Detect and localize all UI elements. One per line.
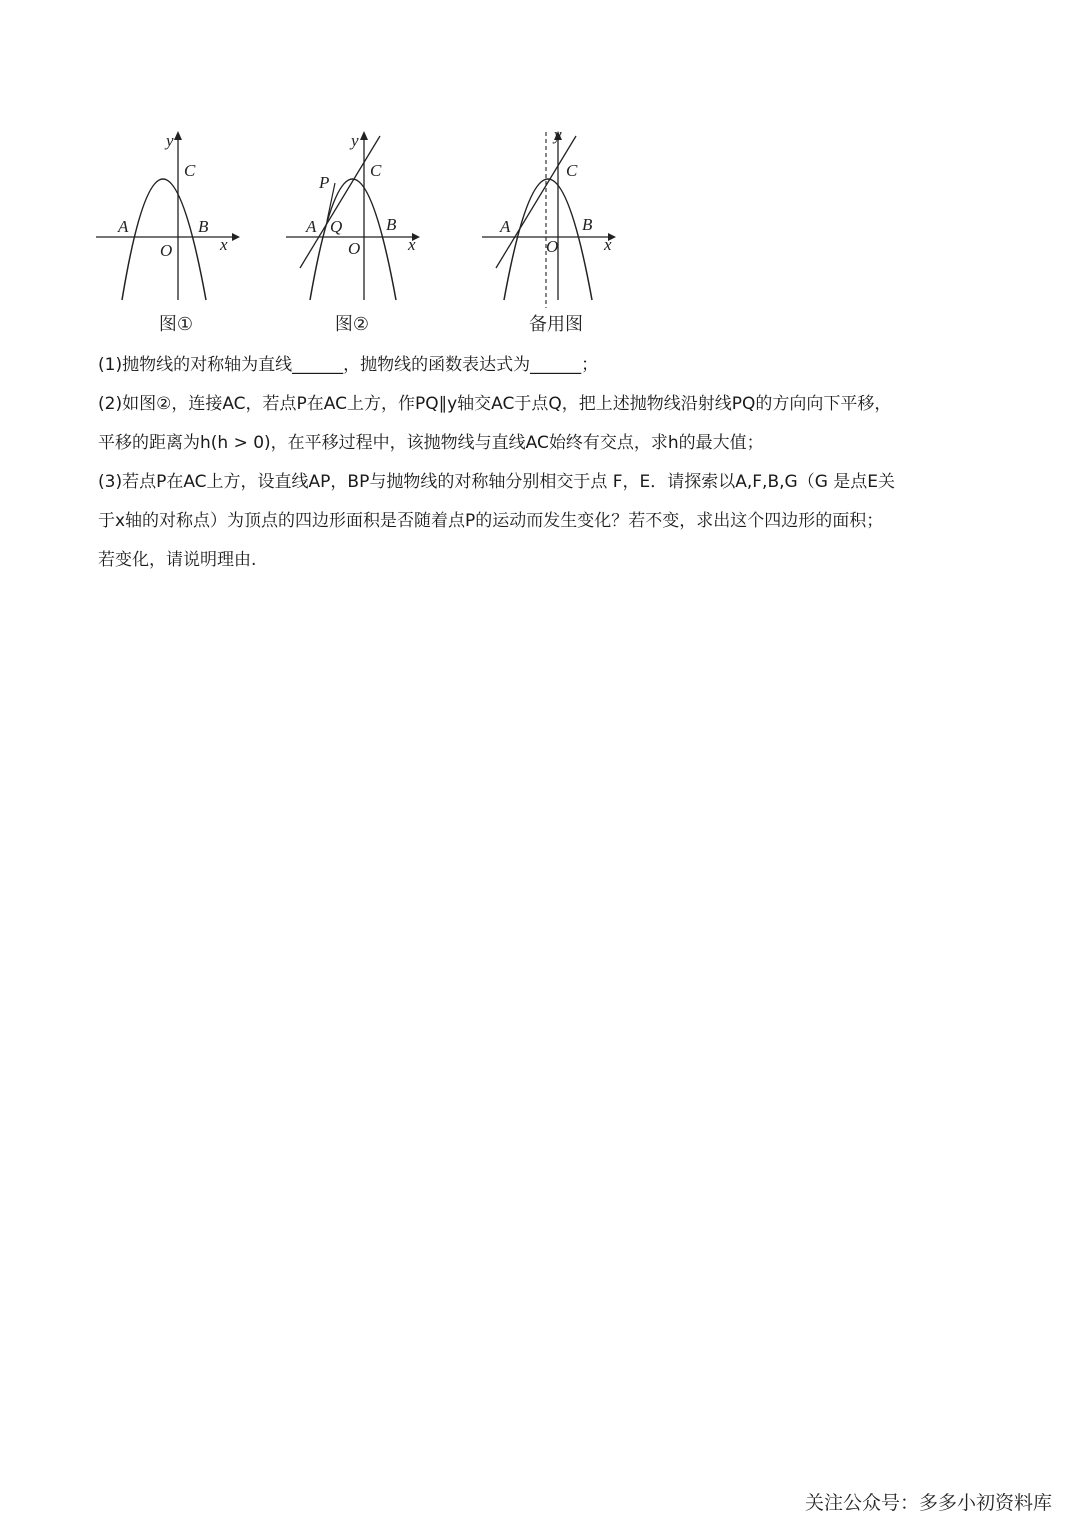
line-AC [496,136,576,268]
caption-figure-1: 图① [158,314,194,335]
x-arrow-icon [232,233,240,241]
question-text [98,346,988,580]
label-O: O [348,239,361,258]
label-C: C [370,161,382,180]
label-C: C [184,161,196,180]
label-P: P [319,173,330,192]
question-1: (1)抛物线的对称轴为直线______，抛物线的函数表达式为______； [98,355,599,375]
question-3-line-2: 于x轴的对称点）为顶点的四边形面积是否随着点P的运动而发生变化？若不变，求出这个四边形的面积； [98,511,884,531]
line-AC [300,136,380,268]
label-y: y [166,131,174,150]
label-x: x [408,235,416,254]
label-Q: Q [330,217,343,236]
figure-2-graph [282,128,432,308]
y-arrow-icon [174,131,182,140]
figures-row [0,0,1080,340]
caption-figure-2: 图② [334,314,370,335]
figure-1-graph [92,128,242,308]
label-y: y [351,131,359,150]
label-A: A [306,217,317,236]
question-2-line-2: 平移的距离为h(h > 0)，在平移过程中，该抛物线与直线AC始终有交点，求h的最大值； [98,433,764,453]
question-3-line-1: (3)若点P在AC上方，设直线AP，BP与抛物线的对称轴分别相交于点 F，E．请探索以A,F,B,G（G 是点E关 [98,472,896,492]
label-y: y [554,125,562,144]
label-B: B [582,215,593,234]
label-B: B [386,215,397,234]
label-x: x [220,235,228,254]
question-2-line-1: (2)如图②，连接AC，若点P在AC上方，作PQ∥y轴交AC于点Q，把上述抛物线沿射线PQ的方向向下平移， [98,394,892,414]
label-O: O [160,241,173,260]
label-B: B [198,217,209,236]
figure-1 [92,128,242,308]
footer-watermark: 关注公众号：多多小初资料库 [804,1492,1052,1514]
parabola [122,179,206,300]
label-O: O [546,237,559,256]
y-arrow-icon [360,131,368,140]
label-x: x [604,235,612,254]
label-A: A [118,217,129,236]
figure-3-graph [478,125,628,313]
label-A: A [500,217,511,236]
figure-3 [478,125,628,313]
label-C: C [566,161,578,180]
figure-2 [282,128,432,308]
question-3-line-3: 若变化，请说明理由. [98,550,257,570]
caption-figure-3: 备用图 [529,314,583,335]
